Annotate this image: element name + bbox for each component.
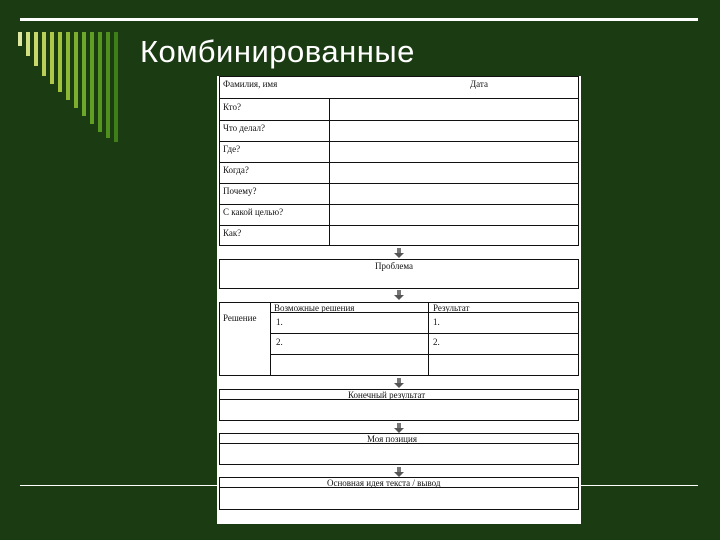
decorative-bar (114, 32, 118, 142)
solutions-column-header: Возможные решения (274, 303, 355, 313)
main-idea-label: Основная идея текста / вывод (327, 478, 441, 488)
decorative-bar (82, 32, 86, 116)
decorative-bar (42, 32, 46, 76)
question-label: Как? (223, 228, 242, 238)
slide-title: Комбинированные (140, 34, 415, 69)
decorative-bar (50, 32, 54, 84)
down-arrow-icon (396, 290, 402, 300)
solution-item: 1. (276, 317, 283, 327)
decorative-bar (26, 32, 30, 56)
decorative-bar (66, 32, 70, 100)
down-arrow-icon (396, 423, 402, 433)
result-column-header: Результат (433, 303, 470, 313)
top-rule (20, 18, 698, 21)
date-field-label: Дата (470, 79, 488, 89)
problem-label: Проблема (375, 261, 413, 271)
question-label: Почему? (223, 186, 257, 196)
solution-item: 2. (276, 337, 283, 347)
name-field-label: Фамилия, имя (223, 79, 278, 89)
worksheet-form (217, 76, 581, 524)
decorative-bar (58, 32, 62, 92)
solution-row-label: Решение (223, 313, 257, 323)
result-item: 2. (433, 337, 440, 347)
decorative-bar (18, 32, 22, 46)
decorative-bar (98, 32, 102, 132)
question-label: Что делал? (223, 123, 266, 133)
down-arrow-icon (396, 248, 402, 258)
question-label: Когда? (223, 165, 249, 175)
decorative-bar (90, 32, 94, 124)
down-arrow-icon (396, 378, 402, 388)
question-label: С какой целью? (223, 207, 284, 217)
my-position-label: Моя позиция (367, 434, 417, 444)
down-arrow-icon (396, 467, 402, 477)
decorative-bar (106, 32, 110, 138)
result-item: 1. (433, 317, 440, 327)
final-result-label: Конечный результат (348, 390, 426, 400)
decorative-bar (74, 32, 78, 108)
question-label: Кто? (223, 102, 241, 112)
decorative-bars (18, 32, 128, 144)
decorative-bar (34, 32, 38, 66)
question-label: Где? (223, 144, 241, 154)
